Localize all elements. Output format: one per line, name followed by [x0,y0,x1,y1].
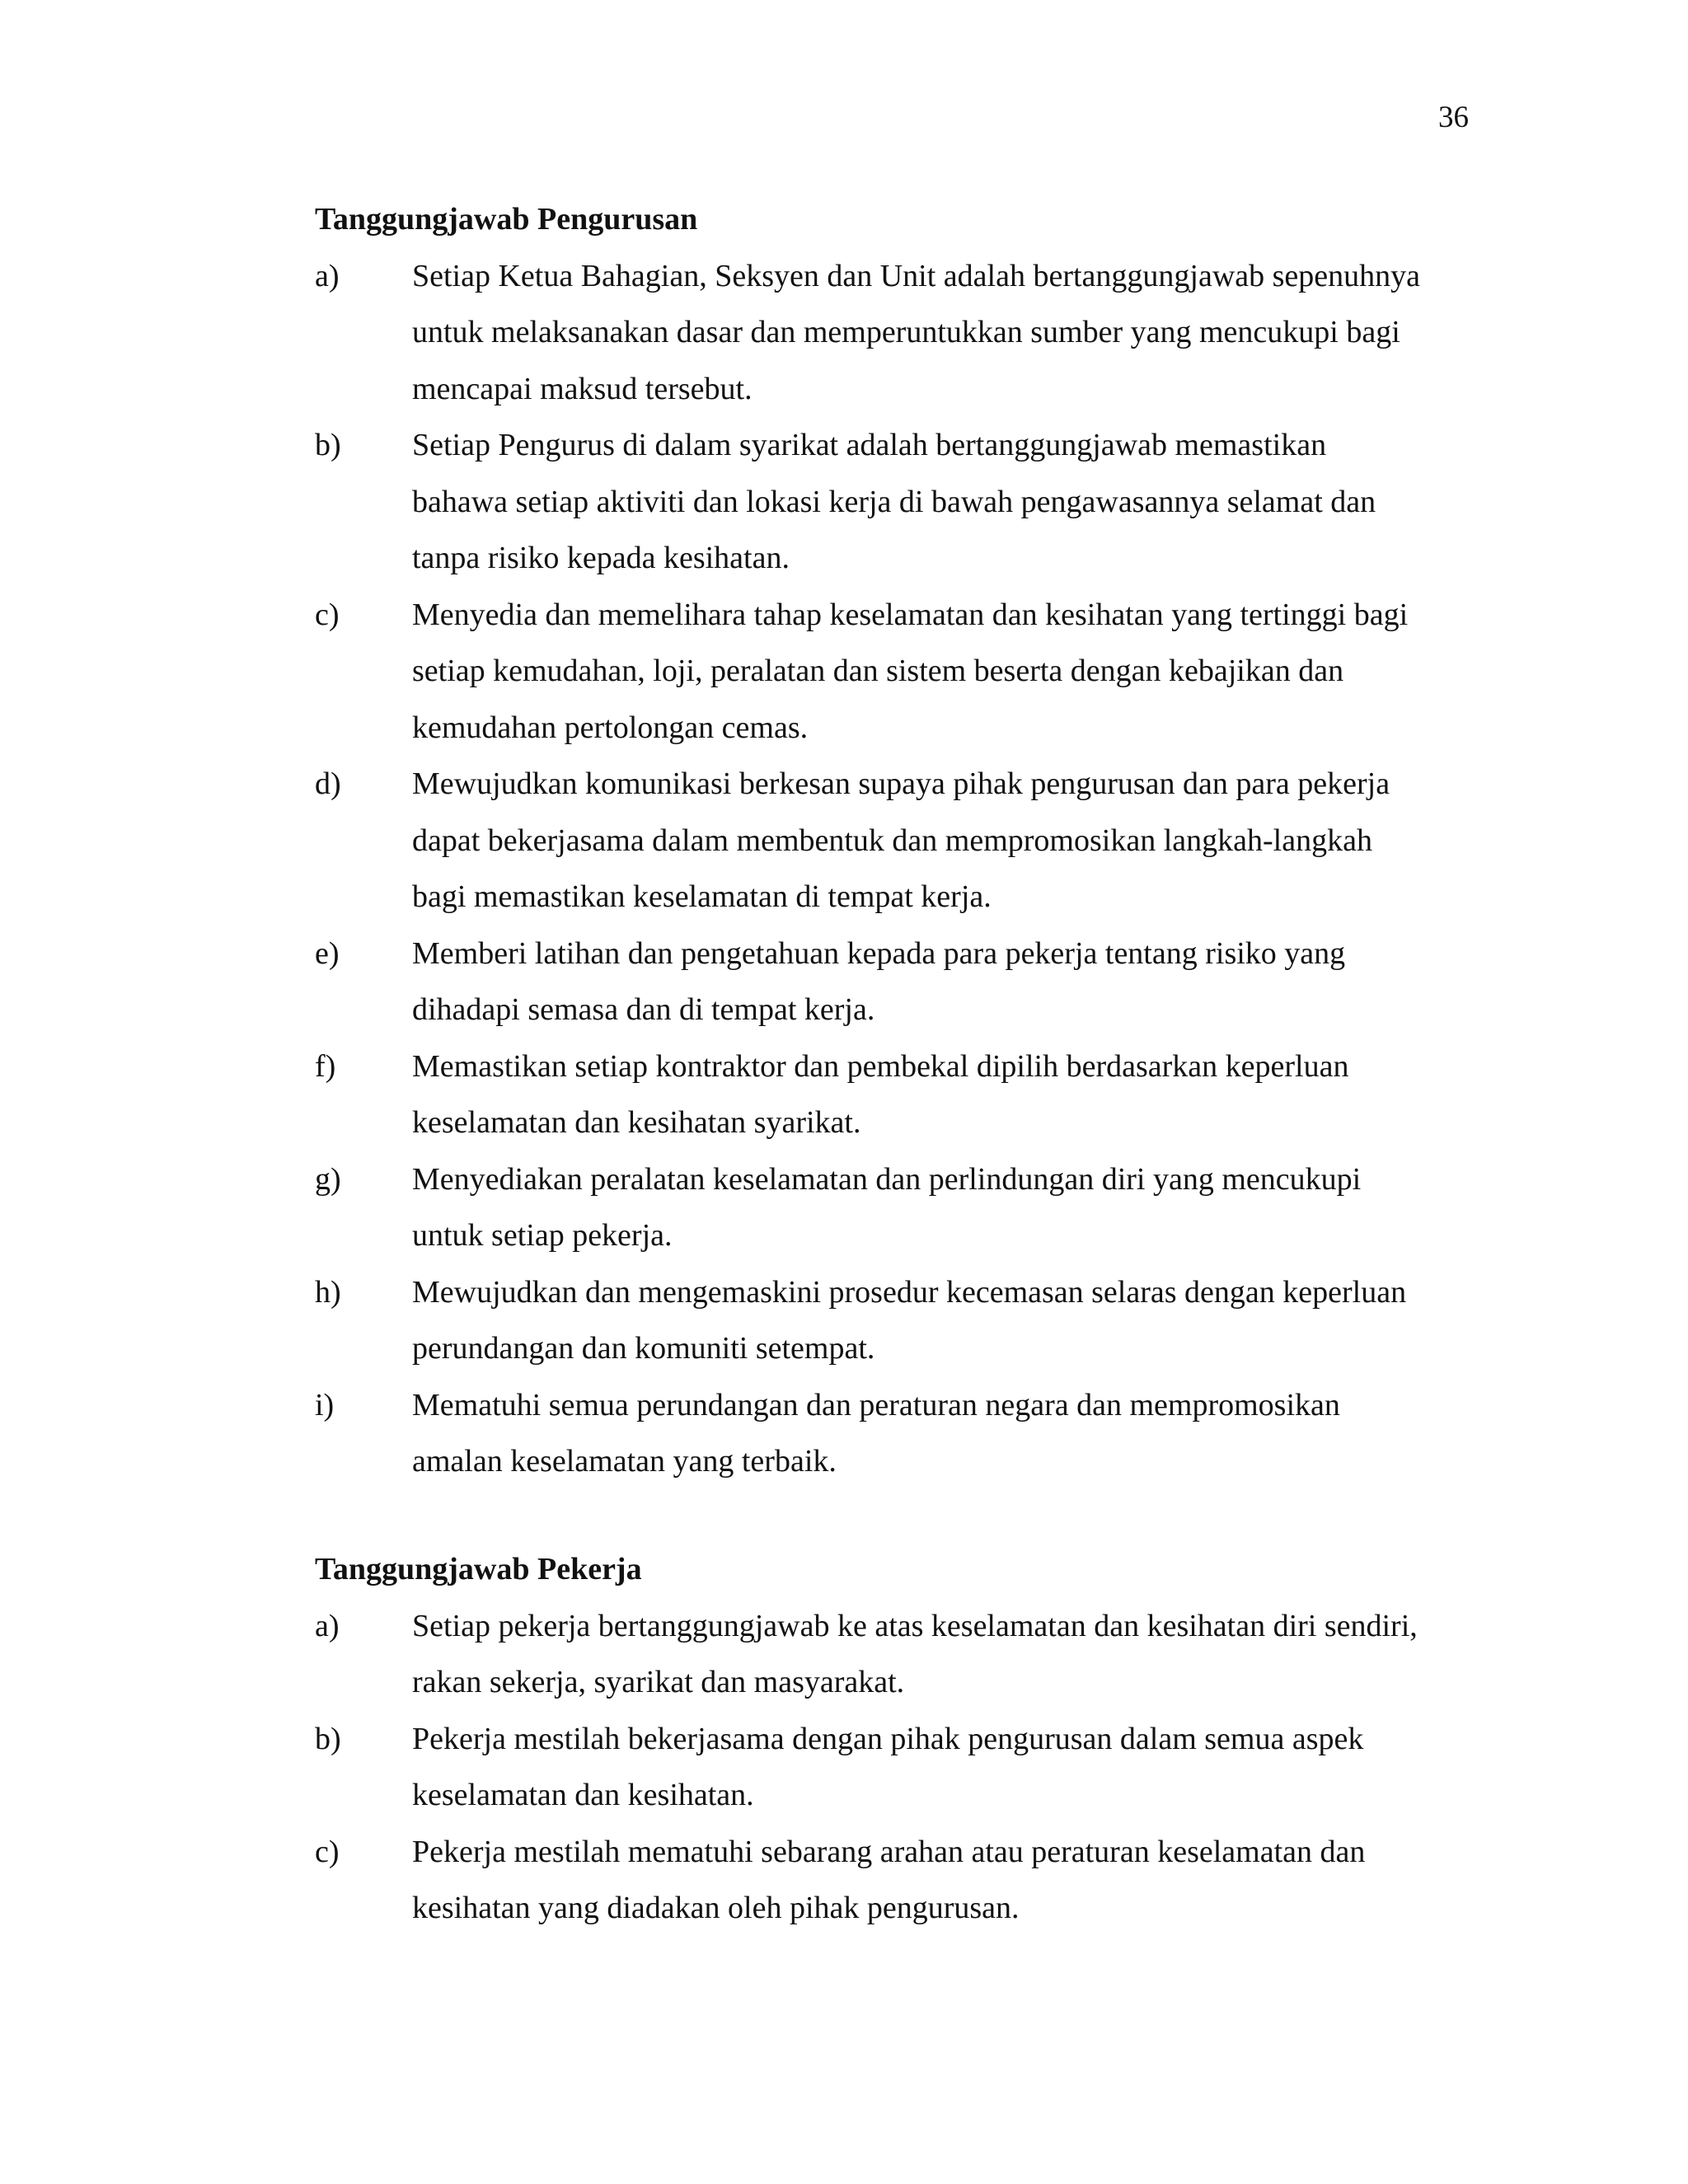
list-item [315,1377,1485,1490]
item-letter: g) [315,1161,341,1197]
item-letter: b) [315,1721,341,1756]
item-letter: f) [315,1048,336,1084]
item-text [412,1038,1484,1151]
item-letter: a) [315,1608,340,1643]
item-line: Mewujudkan dan mengemaskini prosedur kecemasan selaras dengan keperluan [412,1274,1407,1310]
item-text [412,756,1484,926]
item-text [412,1598,1484,1711]
item-line: Memastikan setiap kontraktor dan pembekal dipilih berdasarkan keperluan [412,1048,1349,1084]
item-text [412,1151,1484,1264]
item-line: bahawa setiap aktiviti dan lokasi kerja di bawah pengawasannya selamat dan [412,484,1376,519]
item-line: keselamatan dan kesihatan syarikat. [412,1105,861,1140]
item-letter: d) [315,766,341,801]
item-text [412,587,1484,757]
list-item [315,926,1485,1038]
list-item [315,1038,1485,1151]
item-letter: a) [315,258,340,293]
list-item [315,1824,1485,1937]
item-letter: c) [315,597,340,632]
item-letter: h) [315,1274,341,1310]
item-line: Mematuhi semua perundangan dan peraturan negara dan mempromosikan [412,1387,1340,1422]
item-letter: i) [315,1387,335,1422]
item-line: keselamatan dan kesihatan. [412,1778,754,1812]
list-item [315,1264,1485,1377]
item-line: Setiap Ketua Bahagian, Seksyen dan Unit adalah bertanggungjawab sepenuhnya [412,258,1421,293]
item-line: kesihatan yang diadakan oleh pihak pengurusan. [412,1891,1020,1925]
section-title: Tanggungjawab Pengurusan [315,202,698,237]
item-line: Menyediakan peralatan keselamatan dan perlindungan diri yang mencukupi [412,1161,1362,1197]
item-line: bagi memastikan keselamatan di tempat kerja. [412,879,992,914]
item-line: mencapai maksud tersebut. [412,371,753,406]
list-item [315,587,1485,757]
item-line: setiap kemudahan, loji, peralatan dan sistem beserta dengan kebajikan dan [412,654,1344,688]
item-line: dapat bekerjasama dalam membentuk dan mempromosikan langkah-langkah [412,823,1372,858]
item-line: Pekerja mestilah mematuhi sebarang arahan atau peraturan keselamatan dan [412,1834,1366,1869]
item-line: Setiap Pengurus di dalam syarikat adalah bertanggungjawab memastikan [412,428,1327,462]
item-text [412,1711,1484,1824]
list-item [315,1151,1485,1264]
item-line: perundangan dan komuniti setempat. [412,1331,875,1366]
item-line: rakan sekerja, syarikat dan masyarakat. [412,1665,905,1699]
item-line: amalan keselamatan yang terbaik. [412,1444,837,1479]
item-line: untuk melaksanakan dasar dan memperuntukkan sumber yang mencukupi bagi [412,315,1400,349]
item-line: kemudahan pertolongan cemas. [412,710,809,745]
section-title: Tanggungjawab Pekerja [315,1552,642,1586]
item-text [412,417,1484,587]
item-text [412,1824,1484,1937]
item-line: dihadapi semasa dan di tempat kerja. [412,992,875,1027]
item-letter: c) [315,1834,340,1869]
list-item [315,417,1485,587]
item-line: tanpa risiko kepada kesihatan. [412,541,790,575]
item-line: Setiap pekerja bertanggungjawab ke atas keselamatan dan kesihatan diri sendiri, [412,1608,1418,1643]
list-item [315,1598,1485,1711]
item-line: Memberi latihan dan pengetahuan kepada para pekerja tentang risiko yang [412,935,1346,971]
list-item [315,248,1485,418]
item-text [412,248,1484,418]
list-item [315,1711,1485,1824]
item-text [412,1377,1484,1490]
item-letter: e) [315,935,340,971]
item-text [412,1264,1484,1377]
item-letter: b) [315,428,341,462]
page-number: 36 [1438,101,1469,134]
item-line: Pekerja mestilah bekerjasama dengan pihak pengurusan dalam semua aspek [412,1721,1364,1756]
item-line: Menyedia dan memelihara tahap keselamatan dan kesihatan yang tertinggi bagi [412,597,1409,632]
item-line: Mewujudkan komunikasi berkesan supaya pihak pengurusan dan para pekerja [412,766,1390,801]
section-management-responsibility [315,191,1485,1490]
section-worker-responsibility [315,1541,1485,1937]
item-line: untuk setiap pekerja. [412,1218,673,1253]
list-item [315,756,1485,926]
item-text [412,926,1484,1038]
